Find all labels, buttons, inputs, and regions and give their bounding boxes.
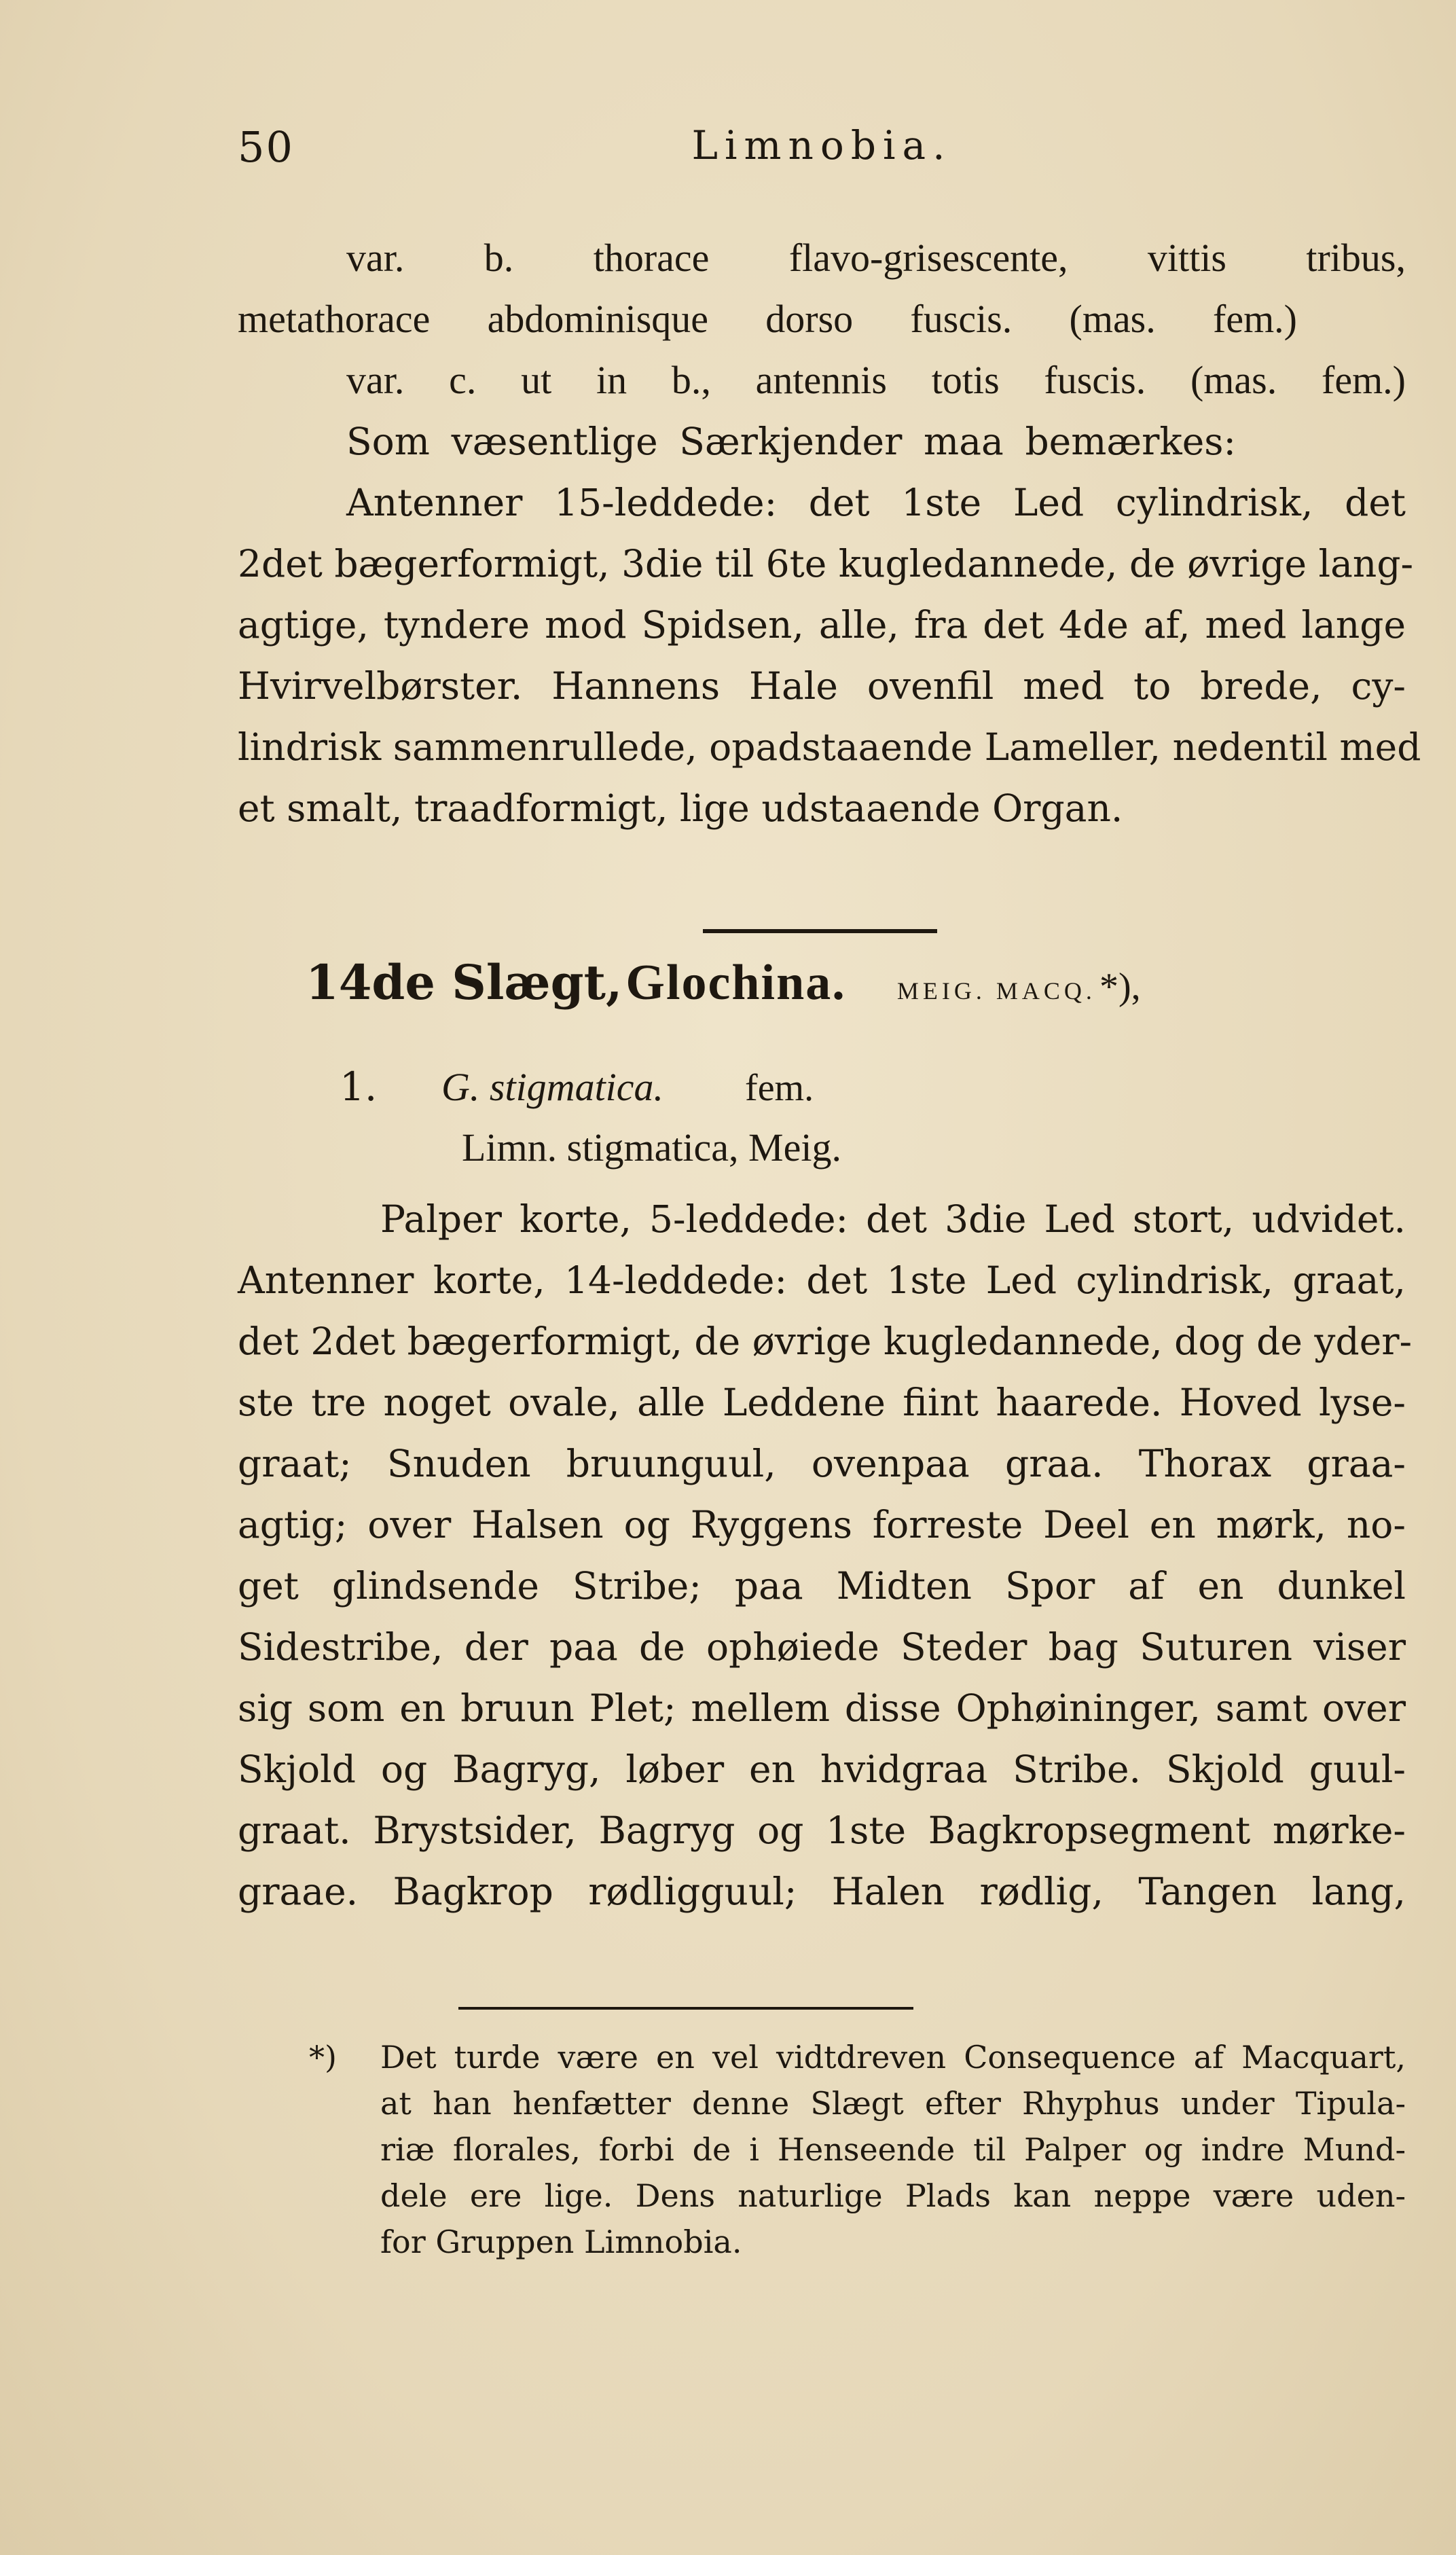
text-line: var. c. ut in b., antennis totis fuscis. (mas. fem.) xyxy=(346,358,1406,402)
footnote-marker: *) xyxy=(309,2039,337,2076)
section-rule xyxy=(703,929,937,933)
species-line xyxy=(238,1056,1406,1117)
text-line: graae. Bagkrop rødligguul; Halen rødlig, Tangen lang, xyxy=(238,1870,1406,1913)
footnote-line: at han henfætter denne Slægt efter Rhyphus under Tipula- xyxy=(380,2085,1406,2122)
text-line: graat. Brystsider, Bagryg og 1ste Bagkropsegment mørke- xyxy=(238,1809,1406,1852)
genus-number: 14de Slægt, xyxy=(306,954,623,1011)
page-number: 50 xyxy=(238,122,294,172)
text-line: lindrisk sammenrullede, opadstaaende Lameller, nedentil med xyxy=(238,725,1421,769)
text-line: metathorace abdominisque dorso fuscis. (mas. fem.) xyxy=(238,297,1297,341)
species-name: G. stigmatica. xyxy=(441,1065,664,1109)
footnote xyxy=(309,2034,1406,2265)
species-index: 1. xyxy=(340,1064,378,1110)
species-block xyxy=(238,1056,1406,1178)
text-line: Som væsentlige Særkjender maa bemærkes: xyxy=(346,420,1236,463)
text-line: Antenner korte, 14-leddede: det 1ste Led cylindrisk, graat, xyxy=(238,1258,1406,1302)
page-header xyxy=(238,122,1406,183)
text-line: var. b. thorace flavo-grisescente, vittis tribus, xyxy=(346,236,1406,280)
text-line: 2det bægerformigt, 3die til 6te kugledannede, de øvrige lang- xyxy=(238,542,1414,585)
footnote-line: riæ florales, forbi de i Henseende til Palper og indre Mund- xyxy=(380,2131,1406,2168)
footnote-line xyxy=(309,2034,1406,2080)
text-line: sig som en bruun Plet; mellem disse Ophøininger, samt over xyxy=(238,1686,1406,1730)
description-paragraph xyxy=(238,1189,1413,1922)
text-line: get glindsende Stribe; paa Midten Spor af en dunkel xyxy=(238,1564,1406,1608)
text-line: ste tre noget ovale, alle Leddene fiint haarede. Hoved lyse- xyxy=(238,1381,1406,1424)
species-synonym: Limn. stigmatica, Meig. xyxy=(462,1125,841,1170)
genus-heading xyxy=(306,954,1406,1022)
footnote-rule xyxy=(458,2007,913,2010)
text-line: Sidestribe, der paa de ophøiede Steder bag Suturen viser xyxy=(238,1625,1406,1669)
footnote-line: dele ere lige. Dens naturlige Plads kan neppe være uden- xyxy=(380,2177,1406,2214)
genus-name: Glochina. xyxy=(625,955,846,1011)
footnote-text: Det turde være en vel vidtdreven Consequence af Macquart, xyxy=(380,2039,1406,2076)
text-line: Antenner 15-leddede: det 1ste Led cylindrisk, det xyxy=(346,481,1406,524)
text-line: agtig; over Halsen og Ryggens forreste Deel en mørk, no- xyxy=(238,1503,1406,1546)
running-title: Limnobia. xyxy=(691,122,952,168)
footnote-reference: *), xyxy=(1099,966,1141,1008)
text-line: det 2det bægerformigt, de øvrige kugledannede, dog de yder- xyxy=(238,1320,1413,1363)
text-line: Skjold og Bagryg, løber en hvidgraa Stribe. Skjold guul- xyxy=(238,1747,1406,1791)
text-line: agtige, tyndere mod Spidsen, alle, fra det 4de af, med lange xyxy=(238,603,1406,647)
text-line: graat; Snuden bruunguul, ovenpaa graa. Thorax graa- xyxy=(238,1442,1406,1485)
footnote-line: for Gruppen Limnobia. xyxy=(380,2224,742,2260)
text-line: Palper korte, 5-leddede: det 3die Led stort, udvidet. xyxy=(380,1197,1406,1241)
top-paragraph xyxy=(238,228,1421,839)
text-line: Hvirvelbørster. Hannens Hale ovenfil med to brede, cy- xyxy=(238,664,1406,708)
genus-authority: MEIG. MACQ. xyxy=(896,977,1096,1004)
text-line: et smalt, traadformigt, lige udstaaende Organ. xyxy=(238,786,1123,830)
species-sex: fem. xyxy=(745,1067,814,1109)
